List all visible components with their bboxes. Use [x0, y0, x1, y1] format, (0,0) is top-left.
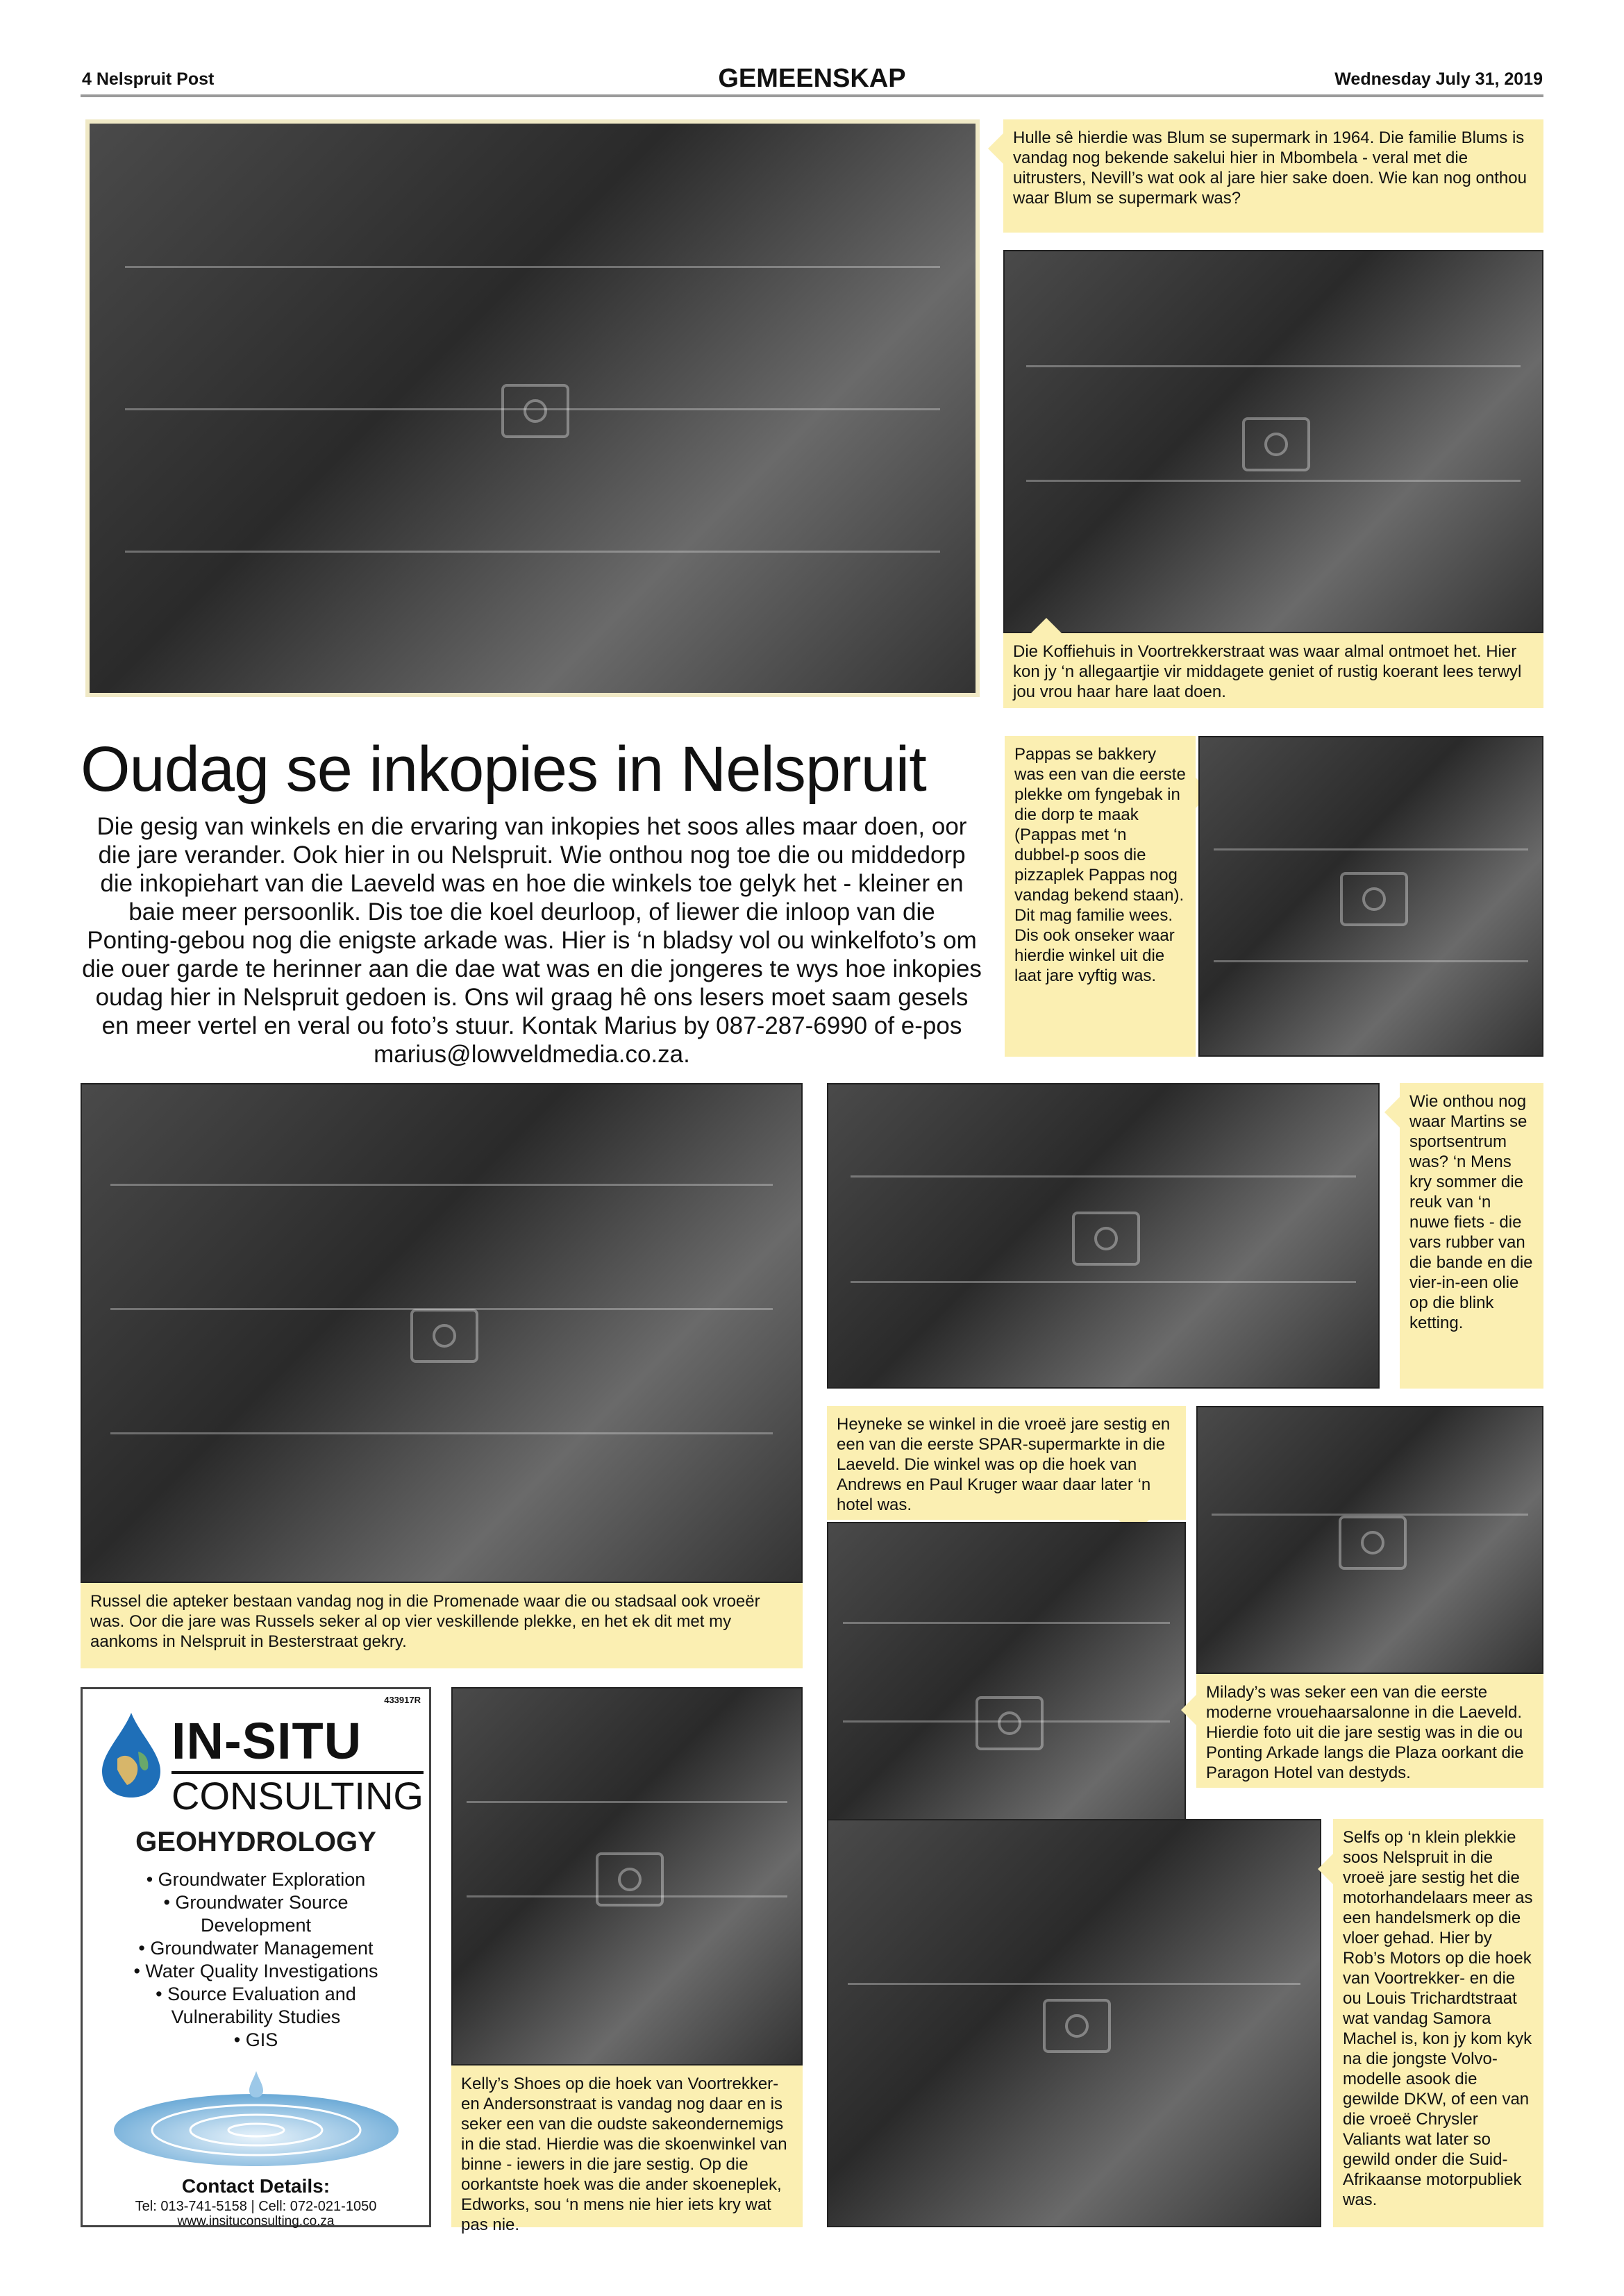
koffiehuis-photo: [1003, 250, 1543, 633]
robs-motors-photo: [827, 1819, 1321, 2227]
caption-pappas: [1005, 736, 1196, 1057]
ad-service-item: • GIS: [233, 2029, 278, 2050]
caption-russel: [81, 1583, 803, 1668]
caption-miladys: [1196, 1674, 1543, 1788]
ad-service-item: • Water Quality Investigations: [133, 1961, 378, 1981]
article-intro: Die gesig van winkels en die ervaring van inkopies het soos alles maar doen, oor die jare verander. Ook hier in ou Nelspruit. Wie onthou nog toe die ou middedorp die inkopiehart van die Laeveld was en hoe die winkels toe gelyk het - kleiner en baie meer persoonlik. Dis toe die koel deurloop, of liewer die inloop van die Ponting-gebou nog die enigste arkade was. Hier is ‘n bladsy vol ou winkelfoto’s om die ouer garde te herinner aan die dae wat was en die jongeres te wys hoe inkopies oudag hier in Nelspruit gedoen is. Ons wil graag hê ons lesers moet saam gesels en meer vertel en veral ou foto’s stuur. Kontak Marius by 087-287-6990 of e-pos marius@lowveldmedia.co.za.: [82, 813, 982, 1068]
article-headline: Oudag se inkopies in Nelspruit: [81, 734, 926, 805]
photo-icon: [1340, 872, 1408, 926]
ad-brand-top: IN-SITU: [171, 1712, 362, 1770]
section-title: GEMEENSKAP: [718, 64, 906, 93]
ad-contact-phone: Tel: 013-741-5158 | Cell: 072-021-1050: [135, 2199, 377, 2214]
caption-text: Hulle sê hierdie was Blum se supermark in 1964. Die familie Blums is vandag nog bekende sakelui hier in Mbombela - veral met die uitrusters, Nevill’s wat ook al jare hier sake doen. Wie kan nog onthou waar Blum se supermark was?: [1013, 128, 1527, 208]
russel-pharmacy-photo: [81, 1083, 803, 1583]
ad-contact-web: www.insituconsulting.co.za: [177, 2214, 335, 2229]
caption-blum: [1003, 119, 1543, 233]
page-number: 4 Nelspruit Post: [82, 69, 215, 89]
in-situ-consulting-ad: [81, 1687, 431, 2227]
caption-kellys: [451, 2065, 803, 2234]
ad-service-item: • Groundwater Source: [163, 1892, 349, 1913]
caption-text: Russel die apteker bestaan vandag nog in die Promenade waar die ou stadsaal ook vroeër was. Oor die jare was Russels seker al op vier veskillende plekke, en het ek dit met my aankoms in Nelspruit in Besterstraat gekry.: [90, 1592, 760, 1651]
caption-text: Pappas se bakkery was een van die eerste plekke om fyngebak in die dorp te maak (Pappas met ‘n dubbel-p soos die pizzaplek Pappas nog vandag bekend staan). Dit mag familie wees. Dis ook onseker waar hierdie winkel uit die laat jare vyftig was.: [1014, 745, 1186, 985]
water-ripple-icon: [110, 2064, 402, 2168]
ad-services-list: [83, 1868, 429, 2052]
issue-date: Wednesday July 31, 2019: [1334, 69, 1543, 89]
ad-reference: 433917R: [384, 1695, 421, 1705]
ad-service-item: Development: [200, 1915, 312, 1936]
photo-icon: [976, 1696, 1044, 1750]
caption-text: Die Koffiehuis in Voortrekkerstraat was waar almal ontmoet het. Hier kon jy ‘n allegaartjie vir middagete geniet of rustig koerant lees terwyl jou vrou haar hare laat doen.: [1013, 642, 1522, 701]
kellys-shoes-photo: [451, 1687, 803, 2065]
photo-icon: [1043, 1999, 1111, 2053]
photo-icon: [1072, 1212, 1140, 1266]
photo-icon: [501, 384, 569, 438]
photo-icon: [1339, 1516, 1407, 1570]
masthead-rule: [81, 94, 1543, 97]
martins-sportsentrum-photo: [827, 1083, 1380, 1389]
caption-koffiehuis: [1003, 633, 1543, 708]
ad-service-item: • Groundwater Management: [138, 1938, 374, 1959]
caption-text: Selfs op ‘n klein plekkie soos Nelspruit in die vroeë jare sestig het die motorhandelaars meer as een handelsmerk op die vloer gehad. Hier by Rob’s Motors op die hoek van Voortrekker- en die ou Louis Trichardtstraat wat vandag Samora Machel is, kon jy kom kyk na die jongste Volvo-modelle asook die gewilde DKW, of een van die vroeë Chrysler Valiants wat later so gewild onder die Suid-Afrikaanse motorpubliek was.: [1343, 1828, 1533, 2209]
ad-service-item: • Source Evaluation and: [156, 1984, 356, 2004]
ad-service-item: • Groundwater Exploration: [146, 1869, 366, 1890]
ad-contact-heading: Contact Details:: [181, 2175, 330, 2197]
caption-text: Milady’s was seker een van die eerste moderne vrouehaarsalonne in die Laeveld. Hierdie foto uit die jare sestig was in die ou Ponting Arkade langs die Plaza oorkant die Paragon Hotel van destyds.: [1206, 1683, 1524, 1782]
pappas-bakery-photo: [1198, 736, 1543, 1057]
ad-heading: GEOHYDROLOGY: [135, 1827, 376, 1857]
miladys-salon-photo: [1196, 1406, 1543, 1674]
ad-brand-bottom: CONSULTING: [171, 1771, 424, 1817]
photo-icon: [1242, 417, 1310, 471]
caption-text: Heyneke se winkel in die vroeë jare sestig en een van die eerste SPAR-supermarkte in die Laeveld. Die winkel was op die hoek van Andrews en Paul Kruger waar daar later ‘n hotel was.: [837, 1415, 1171, 1514]
blum-supermarket-photo: [85, 119, 980, 697]
ad-service-item: Vulnerability Studies: [171, 2006, 341, 2027]
photo-icon: [410, 1309, 478, 1363]
caption-robs-motors: [1333, 1819, 1543, 2227]
caption-text: Wie onthou nog waar Martins se sportsentrum was? ‘n Mens kry sommer die reuk van ‘n nuwe fiets - die vars rubber van die bande en die vier-in-een olie op die blink ketting.: [1409, 1092, 1533, 1332]
caption-text: Kelly’s Shoes op die hoek van Voortrekker- en Andersonstraat is vandag nog daar en is seker een van die oudste sakeondernemigs in die stad. Hierdie was die skoenwinkel van binne - iewers in die jare sestig. Op die oorkantste hoek was die ander skoeneplek, Edworks, sou ‘n mens nie hier iets kry wat pas nie.: [461, 2075, 787, 2234]
photo-icon: [596, 1852, 664, 1907]
water-drop-icon: [97, 1710, 166, 1800]
caption-heyneke: [827, 1406, 1186, 1520]
caption-martins: [1400, 1083, 1543, 1389]
